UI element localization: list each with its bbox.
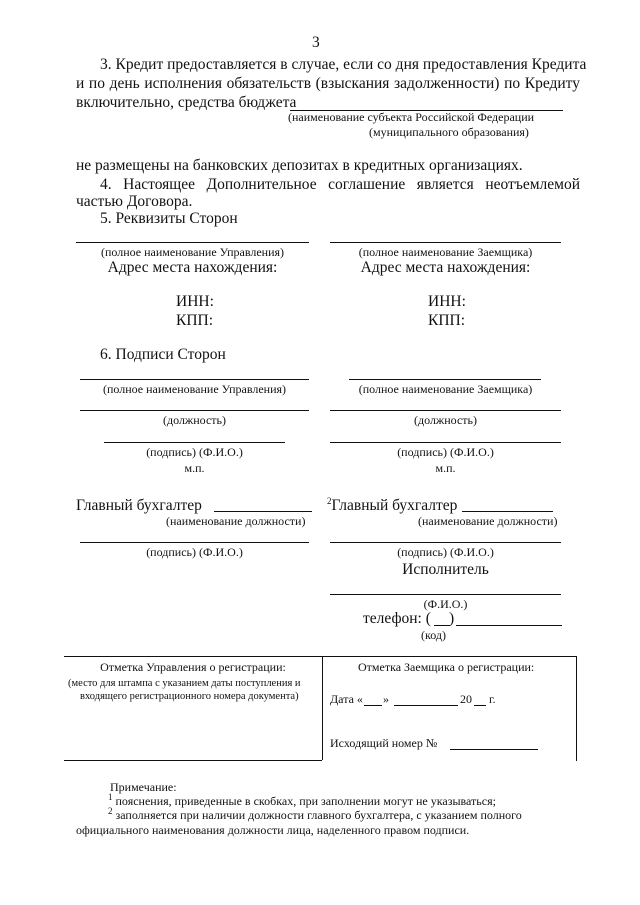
clause4-line1: 4. Настоящее Дополнительное соглашение является неотъемлемой (100, 176, 580, 193)
clause3-line2: и по день исполнения обязательств (взыскания задолженности) по Кредиту (76, 75, 580, 92)
right-signature-line (330, 442, 561, 443)
left-kpp-label: КПП: (176, 312, 214, 329)
left-registration-hint-1: (место для штампа с указанием даты поступления и (68, 678, 301, 689)
left-org-hint: (полное наименование Управления) (100, 245, 285, 259)
right-position-line (330, 410, 561, 411)
left-signature-line (104, 442, 285, 443)
right-inn-label: ИНН: (428, 293, 466, 310)
footnote-1 (108, 794, 496, 809)
phone-close-paren: ) (449, 610, 455, 627)
footnote-2-mark: 2 (108, 806, 113, 816)
right-signature-hint: (подпись) (Ф.И.О.) (397, 445, 494, 459)
phone-code-hint: (код) (421, 628, 446, 642)
right-chief-accountant-label (327, 497, 457, 515)
right-org-line (330, 242, 561, 243)
outgoing-number-label: Исходящий номер № (330, 736, 438, 750)
left-accountant-sign-line (80, 542, 309, 543)
left-accountant-sign-hint: (подпись) (Ф.И.О.) (146, 545, 243, 559)
date-quote-close: » (383, 692, 389, 706)
right-position-hint: (должность) (414, 413, 477, 427)
left-chief-accountant-label: Главный бухгалтер (76, 497, 202, 514)
footnote-1-mark: 1 (108, 792, 113, 802)
page-number: 3 (312, 34, 320, 51)
phone-number-line (456, 625, 562, 626)
right-org-hint: (полное наименование Заемщика) (358, 245, 533, 259)
note-title: Примечание: (110, 780, 177, 794)
clause4-line2: частью Договора. (76, 193, 193, 210)
left-chief-accountant-line (214, 511, 312, 512)
date-day-line (364, 705, 382, 706)
phone-label: телефон: ( (363, 610, 431, 627)
right-position-name-hint: (наименование должности) (418, 514, 558, 528)
registration-left-bottom (64, 760, 322, 761)
right-chief-accountant-line (462, 511, 553, 512)
date-label: Дата « (330, 692, 363, 706)
right-chief-accountant-text: Главный бухгалтер (331, 497, 458, 514)
clause5-title: 5. Реквизиты Сторон (100, 210, 238, 227)
left-sign-org-hint: (полное наименование Управления) (102, 382, 287, 396)
executor-label: Исполнитель (402, 561, 489, 578)
executor-fio-line (330, 594, 561, 595)
clause3-line1: 3. Кредит предоставляется в случае, если со дня предоставления Кредита (100, 56, 587, 73)
footnote-2-continuation: официального наименования должности лица, наделенного правом подписи. (76, 823, 470, 837)
left-position-hint: (должность) (163, 413, 226, 427)
date-month-line (394, 705, 458, 706)
budget-hint-1: (наименование субъекта Российской Федерации (288, 110, 535, 124)
right-stamp-mark: м.п. (435, 461, 456, 475)
left-registration-hint-2: входящего регистрационного номера документа) (80, 691, 299, 702)
right-accountant-sign-line (330, 542, 561, 543)
right-accountant-sign-hint: (подпись) (Ф.И.О.) (397, 545, 494, 559)
left-registration-title: Отметка Управления о регистрации: (100, 660, 286, 674)
registration-divider (322, 656, 323, 760)
phone-code-line (434, 625, 450, 626)
footnote-mark-2: 2 (327, 495, 332, 506)
left-position-name-hint: (наименование должности) (166, 514, 306, 528)
budget-hint-2: (муниципального образования) (369, 125, 529, 139)
footnote-1-text: пояснения, приведенные в скобках, при заполнении могут не указываться; (115, 794, 496, 808)
left-sign-org-line (80, 379, 309, 380)
right-kpp-label: КПП: (428, 312, 466, 329)
left-inn-label: ИНН: (176, 293, 214, 310)
outgoing-number-line (450, 749, 538, 750)
left-org-line (76, 242, 309, 243)
left-position-line (80, 410, 309, 411)
left-signature-hint: (подпись) (Ф.И.О.) (146, 445, 243, 459)
date-year-prefix: 20 (460, 692, 472, 706)
left-stamp-mark: м.п. (184, 461, 205, 475)
date-year-suffix: г. (489, 692, 496, 706)
right-address-label: Адрес места нахождения: (360, 259, 531, 276)
date-year-line (474, 705, 486, 706)
clause3-line3: включительно, средства бюджета (76, 94, 297, 111)
right-sign-org-hint: (полное наименование Заемщика) (358, 382, 533, 396)
left-address-label: Адрес места нахождения: (107, 259, 278, 276)
clause3-line4: не размещены на банковских депозитах в кредитных организациях. (76, 157, 523, 174)
right-registration-title: Отметка Заемщика о регистрации: (358, 660, 535, 674)
clause6-title: 6. Подписи Сторон (100, 346, 226, 363)
footnote-2-text: заполняется при наличии должности главного бухгалтера, с указанием полного (115, 808, 522, 822)
right-sign-org-line (349, 379, 541, 380)
footnote-2 (108, 808, 522, 823)
executor-fio-hint: (Ф.И.О.) (423, 597, 468, 611)
